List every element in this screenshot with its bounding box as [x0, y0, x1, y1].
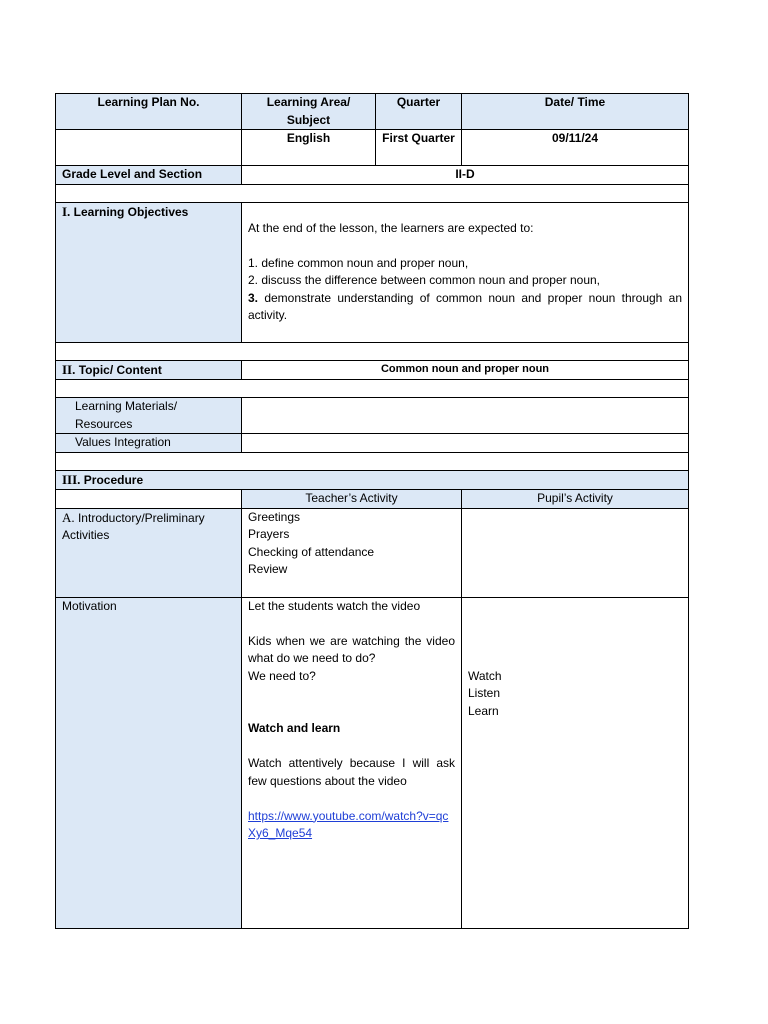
- header-quarter: Quarter: [376, 94, 462, 130]
- values-value: [242, 434, 689, 453]
- list-item: Watch: [468, 668, 502, 683]
- header-learning-plan-no: Learning Plan No.: [56, 94, 242, 130]
- topic-row: [56, 360, 689, 380]
- introductory-pupil: [462, 508, 689, 597]
- list-item: Checking of attendance: [248, 544, 375, 559]
- objectives-intro: At the end of the lesson, the learners are expected to:: [248, 220, 534, 235]
- values-label: Values Integration: [56, 434, 242, 453]
- motivation-pupil: [462, 597, 689, 928]
- grade-value: II-D: [242, 166, 689, 185]
- header-learning-area: Learning Area/ Subject: [242, 94, 376, 130]
- list-item: Greetings: [248, 509, 301, 524]
- topic-label: II. Topic/ Content: [56, 360, 242, 380]
- grade-row: [56, 166, 689, 185]
- introductory-row: [56, 508, 689, 597]
- objectives-row: [56, 202, 689, 342]
- materials-value: [242, 398, 689, 434]
- header-date-time: Date/ Time: [462, 94, 689, 130]
- subject-value: English: [242, 130, 376, 166]
- activity-header-row: [56, 490, 689, 509]
- introductory-teacher: [242, 508, 462, 597]
- list-item: Review: [248, 562, 288, 576]
- motivation-line-3: We need to?: [248, 668, 316, 683]
- header-row: [56, 94, 689, 130]
- procedure-label: III. Procedure: [56, 470, 689, 490]
- motivation-instruction: Watch attentively because I will ask few questions about the video: [248, 756, 455, 788]
- list-item: Prayers: [248, 527, 290, 541]
- objectives-content: [242, 202, 689, 342]
- objectives-label: I. Learning Objectives: [56, 202, 242, 342]
- objective-item-3: 3. demonstrate understanding of common noun and proper noun through an activity.: [248, 290, 682, 322]
- topic-value: Common noun and proper noun: [242, 360, 689, 380]
- introductory-label: A. Introductory/Preliminary Activities: [56, 508, 242, 597]
- teacher-activity-header: Teacher’s Activity: [242, 490, 462, 509]
- motivation-line-1: Let the students watch the video: [248, 598, 421, 613]
- grade-label: Grade Level and Section: [56, 166, 242, 185]
- materials-row: [56, 398, 689, 434]
- quarter-value: First Quarter: [376, 130, 462, 166]
- learning-plan-table: [55, 93, 689, 929]
- spacer-row: [56, 380, 689, 398]
- list-item: Learn: [468, 703, 499, 718]
- materials-label: Learning Materials/ Resources: [56, 398, 242, 434]
- activity-header-blank: [56, 490, 242, 509]
- values-row: [56, 434, 689, 453]
- motivation-row: [56, 597, 689, 928]
- objective-item-2: 2. discuss the difference between common noun and proper noun,: [248, 273, 601, 287]
- procedure-row: [56, 470, 689, 490]
- motivation-bold: Watch and learn: [248, 721, 341, 735]
- spacer-row: [56, 184, 689, 202]
- date-value: 09/11/24: [462, 130, 689, 166]
- motivation-label: Motivation: [56, 597, 242, 928]
- info-row: [56, 130, 689, 166]
- spacer-row: [56, 452, 689, 470]
- pupil-activity-header: Pupil’s Activity: [462, 490, 689, 509]
- motivation-teacher: [242, 597, 462, 928]
- list-item: Listen: [468, 686, 501, 700]
- objective-item-1: 1. define common noun and proper noun,: [248, 255, 469, 270]
- motivation-question: Kids when we are watching the video what do we need to do?: [248, 633, 455, 665]
- spacer-row: [56, 342, 689, 360]
- learning-plan-no-value: [56, 130, 242, 166]
- video-link[interactable]: https://www.youtube.com/watch?v=qcXy6_Mqe54: [248, 808, 449, 840]
